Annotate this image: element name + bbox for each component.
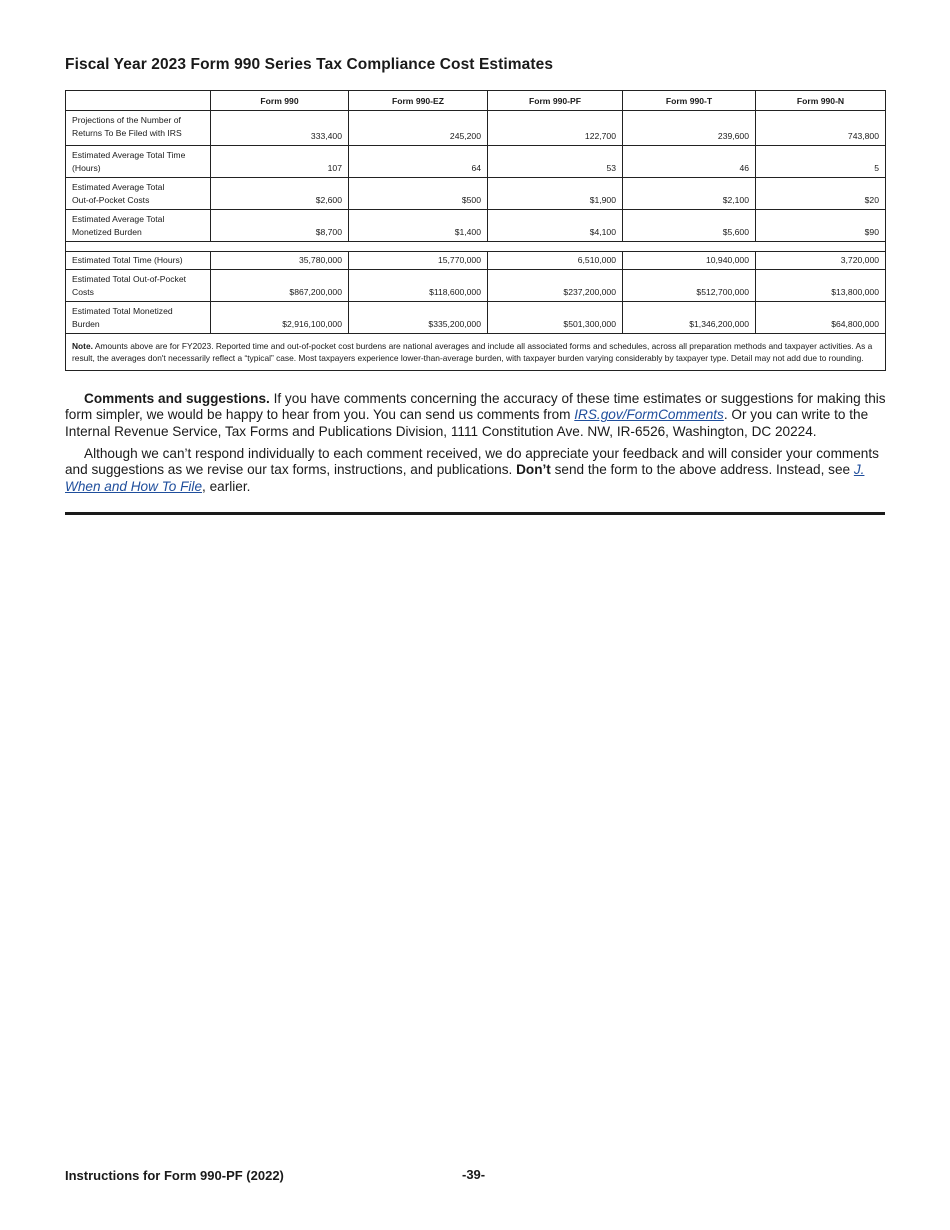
table-cell: $512,700,000 [623,270,756,302]
table-cell: $237,200,000 [488,270,623,302]
table-row [66,270,886,302]
table-note-row [66,334,886,371]
when-how-to-file-link[interactable]: J. When and How To File [65,462,865,494]
row-label: Estimated Total Out-of-Pocket Costs [66,270,211,302]
table-cell: 53 [488,146,623,178]
table-cell: 743,800 [756,111,886,146]
row-label: Projections of the Number of Returns To Be Filed with IRS [66,111,211,146]
spacer-cell [66,242,886,252]
table-cell: $8,700 [211,210,349,242]
comments-paragraph [65,391,887,440]
column-header: Form 990-PF [488,91,623,111]
table-cell: 10,940,000 [623,252,756,270]
table-row [66,111,886,146]
row-label: Estimated Total Monetized Burden [66,302,211,334]
comments-text-2: . Or you can write to the Internal Revenue Service, Tax Forms and Publications Division, 1111 Constitution Ave. NW, IR-6526, Washington, DC 20224. [65,407,869,439]
response-text-2: send the form to the above address. Instead, see [550,462,854,478]
table-cell: 3,720,000 [756,252,886,270]
response-text-1: Although we can’t respond individually to each comment received, we do appreciate your feedback and will consider your comments and suggestions as we revise our tax forms, instructions, and publications. [65,446,879,478]
table-cell: $500 [349,178,488,210]
response-text-3: , earlier. [202,478,251,494]
compliance-cost-table [65,90,886,371]
row-label: Estimated Total Time (Hours) [66,252,211,270]
table-spacer-row [66,242,886,252]
page-number: -39- [462,1167,486,1182]
column-header: Form 990-EZ [349,91,488,111]
table-cell: $1,346,200,000 [623,302,756,334]
table-row [66,178,886,210]
table-cell: $867,200,000 [211,270,349,302]
table-cell: 15,770,000 [349,252,488,270]
table-cell: $335,200,000 [349,302,488,334]
table-cell: $2,100 [623,178,756,210]
comments-text-1: If you have comments concerning the accuracy of these time estimates or suggestions for making this form simpler, we would be happy to hear from you. You can send us comments from [65,391,886,423]
column-header: Form 990-N [756,91,886,111]
comments-heading: Comments and suggestions. [84,391,270,406]
table-cell: $20 [756,178,886,210]
row-label: Estimated Average Total Out-of-Pocket Costs [66,178,211,210]
table-row [66,302,886,334]
table-cell: $501,300,000 [488,302,623,334]
row-label: Estimated Average Total Time (Hours) [66,146,211,178]
column-header: Form 990 [211,91,349,111]
table-cell: $90 [756,210,886,242]
table-row [66,252,886,270]
table-cell: 64 [349,146,488,178]
column-header: Form 990-T [623,91,756,111]
table-cell: $1,400 [349,210,488,242]
table-cell: 107 [211,146,349,178]
table-cell: $4,100 [488,210,623,242]
table-row [66,210,886,242]
table-cell: 245,200 [349,111,488,146]
irs-form-comments-link[interactable]: IRS.gov/FormComments [574,407,724,423]
table-cell: $2,916,100,000 [211,302,349,334]
header-blank [66,91,211,111]
table-cell: 6,510,000 [488,252,623,270]
table-cell: $2,600 [211,178,349,210]
table-cell: 35,780,000 [211,252,349,270]
response-paragraph [65,446,887,495]
table-row [66,146,886,178]
table-note [66,334,886,371]
table-cell: $13,800,000 [756,270,886,302]
table-cell: $64,800,000 [756,302,886,334]
response-bold: Don’t [516,462,551,478]
row-label: Estimated Average Total Monetized Burden [66,210,211,242]
table-header-row [66,91,886,111]
table-cell: $118,600,000 [349,270,488,302]
table-cell: 333,400 [211,111,349,146]
table-cell: 46 [623,146,756,178]
section-divider [65,512,885,515]
table-cell: $5,600 [623,210,756,242]
table-cell: 239,600 [623,111,756,146]
note-label: Note. [72,341,93,351]
table-cell: $1,900 [488,178,623,210]
page-title: Fiscal Year 2023 Form 990 Series Tax Compliance Cost Estimates [65,56,554,73]
footer-title: Instructions for Form 990-PF (2022) [65,1168,284,1183]
table-cell: 5 [756,146,886,178]
note-text: Amounts above are for FY2023. Reported time and out-of-pocket cost burdens are national averages and include all associated forms and schedules, across all preparation methods and taxpayer activities. As a result, the averages don't necessarily reflect a “typical” case. Most taxpayers experience lower-than-average burden, with taxpayer burden varying considerably by taxpayer type. Detail may not add due to rounding. [72,341,873,364]
table-cell: 122,700 [488,111,623,146]
